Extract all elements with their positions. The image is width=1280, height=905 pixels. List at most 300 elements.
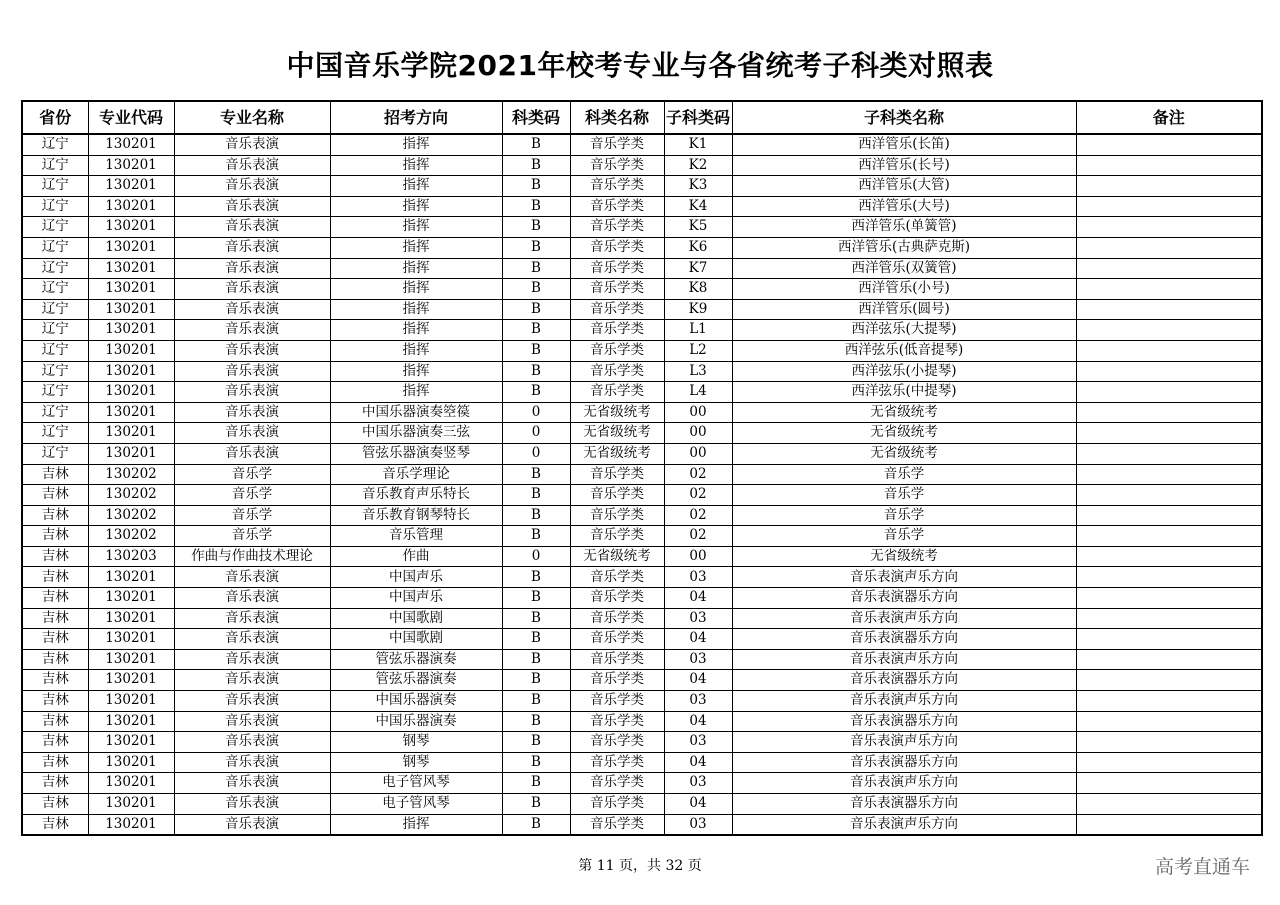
header-notes: 备注 [1076, 101, 1262, 134]
notes-cell [1076, 670, 1262, 691]
subcategory-code-cell: 04 [664, 588, 732, 609]
province-cell: 辽宁 [22, 155, 88, 176]
notes-cell [1076, 711, 1262, 732]
category-name-cell: 无省级统考 [570, 402, 664, 423]
subcategory-name-cell: 音乐表演声乐方向 [732, 608, 1076, 629]
major-name-cell: 音乐表演 [174, 649, 330, 670]
major-code-cell: 130201 [88, 629, 174, 650]
direction-cell: 指挥 [330, 361, 502, 382]
category-code-cell: B [502, 711, 570, 732]
category-code-cell: B [502, 691, 570, 712]
subcategory-name-cell: 西洋弦乐(低音提琴) [732, 340, 1076, 361]
table-row [22, 794, 1262, 815]
table-row [22, 423, 1262, 444]
page-number: 第 11 页，共 32 页 [578, 858, 702, 874]
province-cell: 辽宁 [22, 423, 88, 444]
category-code-cell: 0 [502, 443, 570, 464]
category-code-cell: B [502, 320, 570, 341]
category-name-cell: 音乐学类 [570, 217, 664, 238]
category-code-cell: B [502, 464, 570, 485]
table-row [22, 526, 1262, 547]
table-row [22, 320, 1262, 341]
province-cell: 吉林 [22, 670, 88, 691]
table-row [22, 258, 1262, 279]
major-name-cell: 音乐表演 [174, 196, 330, 217]
table-row [22, 711, 1262, 732]
table-row [22, 196, 1262, 217]
subcategory-name-cell: 西洋管乐(单簧管) [732, 217, 1076, 238]
category-name-cell: 音乐学类 [570, 588, 664, 609]
major-name-cell: 音乐表演 [174, 279, 330, 300]
category-code-cell: B [502, 258, 570, 279]
subcategory-code-cell: K4 [664, 196, 732, 217]
major-code-cell: 130201 [88, 752, 174, 773]
notes-cell [1076, 732, 1262, 753]
major-name-cell: 音乐表演 [174, 361, 330, 382]
category-name-cell: 音乐学类 [570, 773, 664, 794]
major-name-cell: 音乐学 [174, 505, 330, 526]
category-code-cell: B [502, 340, 570, 361]
province-cell: 吉林 [22, 505, 88, 526]
direction-cell: 管弦乐器演奏竖琴 [330, 443, 502, 464]
table-row [22, 279, 1262, 300]
notes-cell [1076, 382, 1262, 403]
major-name-cell: 音乐表演 [174, 752, 330, 773]
subcategory-name-cell: 西洋管乐(长笛) [732, 134, 1076, 155]
table-row [22, 361, 1262, 382]
notes-cell [1076, 546, 1262, 567]
table-row [22, 134, 1262, 155]
subcategory-code-cell: 02 [664, 485, 732, 506]
direction-cell: 中国歌剧 [330, 608, 502, 629]
major-code-cell: 130201 [88, 732, 174, 753]
category-code-cell: B [502, 526, 570, 547]
major-code-cell: 130201 [88, 567, 174, 588]
subcategory-code-cell: K7 [664, 258, 732, 279]
province-cell: 辽宁 [22, 320, 88, 341]
major-name-cell: 音乐学 [174, 464, 330, 485]
direction-cell: 指挥 [330, 196, 502, 217]
province-cell: 辽宁 [22, 217, 88, 238]
subcategory-name-cell: 音乐表演声乐方向 [732, 814, 1076, 835]
category-code-cell: 0 [502, 423, 570, 444]
category-name-cell: 音乐学类 [570, 691, 664, 712]
subcategory-code-cell: 04 [664, 711, 732, 732]
category-code-cell: B [502, 485, 570, 506]
notes-cell [1076, 608, 1262, 629]
notes-cell [1076, 691, 1262, 712]
subcategory-name-cell: 西洋管乐(小号) [732, 279, 1076, 300]
category-code-cell: B [502, 629, 570, 650]
subcategory-name-cell: 音乐表演器乐方向 [732, 629, 1076, 650]
subcategory-code-cell: 03 [664, 608, 732, 629]
subcategory-name-cell: 无省级统考 [732, 402, 1076, 423]
subcategory-code-cell: K2 [664, 155, 732, 176]
direction-cell: 指挥 [330, 217, 502, 238]
subcategory-code-cell: K9 [664, 299, 732, 320]
major-code-cell: 130201 [88, 176, 174, 197]
major-name-cell: 音乐表演 [174, 670, 330, 691]
major-code-cell: 130201 [88, 402, 174, 423]
province-cell: 辽宁 [22, 258, 88, 279]
province-cell: 辽宁 [22, 402, 88, 423]
major-code-cell: 130202 [88, 526, 174, 547]
province-cell: 吉林 [22, 567, 88, 588]
category-name-cell: 音乐学类 [570, 237, 664, 258]
subcategory-name-cell: 音乐表演器乐方向 [732, 588, 1076, 609]
direction-cell: 音乐学理论 [330, 464, 502, 485]
major-code-cell: 130201 [88, 814, 174, 835]
table-row [22, 732, 1262, 753]
province-cell: 吉林 [22, 752, 88, 773]
category-name-cell: 音乐学类 [570, 629, 664, 650]
subcategory-code-cell: 00 [664, 423, 732, 444]
major-name-cell: 音乐表演 [174, 176, 330, 197]
direction-cell: 指挥 [330, 237, 502, 258]
major-name-cell: 音乐表演 [174, 320, 330, 341]
major-name-cell: 作曲与作曲技术理论 [174, 546, 330, 567]
province-cell: 吉林 [22, 814, 88, 835]
subcategory-name-cell: 音乐表演器乐方向 [732, 794, 1076, 815]
header-major-name: 专业名称 [174, 101, 330, 134]
table-row [22, 629, 1262, 650]
category-name-cell: 音乐学类 [570, 732, 664, 753]
category-code-cell: B [502, 752, 570, 773]
direction-cell: 指挥 [330, 814, 502, 835]
notes-cell [1076, 258, 1262, 279]
notes-cell [1076, 176, 1262, 197]
subcategory-name-cell: 音乐表演声乐方向 [732, 691, 1076, 712]
subcategory-name-cell: 西洋管乐(长号) [732, 155, 1076, 176]
category-name-cell: 音乐学类 [570, 711, 664, 732]
subcategory-code-cell: 04 [664, 629, 732, 650]
table-header-row [22, 101, 1262, 134]
subcategory-name-cell: 音乐学 [732, 485, 1076, 506]
direction-cell: 钢琴 [330, 732, 502, 753]
subcategory-code-cell: 04 [664, 670, 732, 691]
subcategory-code-cell: 04 [664, 752, 732, 773]
notes-cell [1076, 340, 1262, 361]
direction-cell: 音乐教育声乐特长 [330, 485, 502, 506]
header-subcategory-name: 子科类名称 [732, 101, 1076, 134]
subcategory-name-cell: 西洋弦乐(小提琴) [732, 361, 1076, 382]
major-code-cell: 130201 [88, 773, 174, 794]
major-code-cell: 130201 [88, 155, 174, 176]
major-code-cell: 130201 [88, 258, 174, 279]
table-row [22, 649, 1262, 670]
major-name-cell: 音乐表演 [174, 299, 330, 320]
direction-cell: 指挥 [330, 258, 502, 279]
notes-cell [1076, 649, 1262, 670]
table-row [22, 546, 1262, 567]
major-name-cell: 音乐表演 [174, 382, 330, 403]
direction-cell: 中国声乐 [330, 588, 502, 609]
category-name-cell: 音乐学类 [570, 567, 664, 588]
subcategory-name-cell: 西洋管乐(大管) [732, 176, 1076, 197]
table-row [22, 608, 1262, 629]
major-name-cell: 音乐表演 [174, 773, 330, 794]
notes-cell [1076, 402, 1262, 423]
category-name-cell: 音乐学类 [570, 526, 664, 547]
direction-cell: 指挥 [330, 320, 502, 341]
subcategory-code-cell: 03 [664, 814, 732, 835]
major-name-cell: 音乐表演 [174, 237, 330, 258]
province-cell: 吉林 [22, 732, 88, 753]
notes-cell [1076, 423, 1262, 444]
direction-cell: 指挥 [330, 279, 502, 300]
category-name-cell: 无省级统考 [570, 423, 664, 444]
table-row [22, 588, 1262, 609]
province-cell: 辽宁 [22, 134, 88, 155]
category-name-cell: 无省级统考 [570, 443, 664, 464]
category-name-cell: 音乐学类 [570, 279, 664, 300]
notes-cell [1076, 752, 1262, 773]
table-row [22, 691, 1262, 712]
header-subcategory-code: 子科类码 [664, 101, 732, 134]
direction-cell: 指挥 [330, 155, 502, 176]
category-code-cell: B [502, 567, 570, 588]
subcategory-code-cell: K8 [664, 279, 732, 300]
notes-cell [1076, 237, 1262, 258]
direction-cell: 钢琴 [330, 752, 502, 773]
province-cell: 辽宁 [22, 382, 88, 403]
table-row [22, 443, 1262, 464]
direction-cell: 中国乐器演奏 [330, 691, 502, 712]
province-cell: 辽宁 [22, 176, 88, 197]
direction-cell: 中国乐器演奏三弦 [330, 423, 502, 444]
direction-cell: 指挥 [330, 382, 502, 403]
table-row [22, 773, 1262, 794]
province-cell: 辽宁 [22, 237, 88, 258]
province-cell: 吉林 [22, 588, 88, 609]
province-cell: 吉林 [22, 794, 88, 815]
notes-cell [1076, 196, 1262, 217]
subcategory-code-cell: L2 [664, 340, 732, 361]
subcategory-code-cell: 00 [664, 402, 732, 423]
major-name-cell: 音乐表演 [174, 217, 330, 238]
direction-cell: 电子管风琴 [330, 794, 502, 815]
province-cell: 吉林 [22, 526, 88, 547]
subcategory-name-cell: 音乐学 [732, 464, 1076, 485]
province-cell: 辽宁 [22, 196, 88, 217]
major-code-cell: 130201 [88, 423, 174, 444]
direction-cell: 中国声乐 [330, 567, 502, 588]
category-name-cell: 音乐学类 [570, 299, 664, 320]
comparison-table [21, 100, 1263, 836]
table-row [22, 340, 1262, 361]
category-code-cell: B [502, 155, 570, 176]
category-name-cell: 音乐学类 [570, 176, 664, 197]
major-code-cell: 130201 [88, 608, 174, 629]
province-cell: 吉林 [22, 711, 88, 732]
province-cell: 吉林 [22, 485, 88, 506]
subcategory-code-cell: K5 [664, 217, 732, 238]
category-code-cell: B [502, 794, 570, 815]
major-code-cell: 130201 [88, 196, 174, 217]
province-cell: 吉林 [22, 546, 88, 567]
category-name-cell: 音乐学类 [570, 608, 664, 629]
subcategory-name-cell: 音乐学 [732, 505, 1076, 526]
notes-cell [1076, 773, 1262, 794]
notes-cell [1076, 155, 1262, 176]
notes-cell [1076, 217, 1262, 238]
notes-cell [1076, 464, 1262, 485]
major-code-cell: 130201 [88, 670, 174, 691]
direction-cell: 指挥 [330, 299, 502, 320]
province-cell: 吉林 [22, 649, 88, 670]
major-name-cell: 音乐表演 [174, 567, 330, 588]
category-code-cell: 0 [502, 546, 570, 567]
subcategory-name-cell: 音乐表演器乐方向 [732, 752, 1076, 773]
major-code-cell: 130201 [88, 711, 174, 732]
major-name-cell: 音乐表演 [174, 629, 330, 650]
major-code-cell: 130203 [88, 546, 174, 567]
category-name-cell: 音乐学类 [570, 361, 664, 382]
direction-cell: 管弦乐器演奏 [330, 670, 502, 691]
category-name-cell: 音乐学类 [570, 814, 664, 835]
category-name-cell: 音乐学类 [570, 258, 664, 279]
category-code-cell: B [502, 382, 570, 403]
notes-cell [1076, 320, 1262, 341]
category-code-cell: B [502, 649, 570, 670]
header-major-code: 专业代码 [88, 101, 174, 134]
table-row [22, 237, 1262, 258]
table-row [22, 464, 1262, 485]
subcategory-code-cell: L3 [664, 361, 732, 382]
subcategory-name-cell: 西洋弦乐(中提琴) [732, 382, 1076, 403]
subcategory-code-cell: 02 [664, 505, 732, 526]
table-row [22, 814, 1262, 835]
major-code-cell: 130201 [88, 279, 174, 300]
province-cell: 吉林 [22, 608, 88, 629]
province-cell: 辽宁 [22, 361, 88, 382]
table-row [22, 752, 1262, 773]
major-code-cell: 130201 [88, 443, 174, 464]
header-direction: 招考方向 [330, 101, 502, 134]
major-code-cell: 130202 [88, 505, 174, 526]
major-name-cell: 音乐学 [174, 485, 330, 506]
category-name-cell: 音乐学类 [570, 485, 664, 506]
notes-cell [1076, 629, 1262, 650]
category-code-cell: B [502, 134, 570, 155]
subcategory-code-cell: 04 [664, 794, 732, 815]
category-code-cell: B [502, 299, 570, 320]
category-code-cell: B [502, 505, 570, 526]
notes-cell [1076, 794, 1262, 815]
major-name-cell: 音乐表演 [174, 794, 330, 815]
major-code-cell: 130201 [88, 237, 174, 258]
subcategory-name-cell: 西洋管乐(圆号) [732, 299, 1076, 320]
province-cell: 吉林 [22, 464, 88, 485]
major-name-cell: 音乐表演 [174, 691, 330, 712]
major-code-cell: 130201 [88, 382, 174, 403]
major-code-cell: 130201 [88, 134, 174, 155]
major-code-cell: 130201 [88, 649, 174, 670]
direction-cell: 指挥 [330, 340, 502, 361]
category-code-cell: B [502, 361, 570, 382]
major-name-cell: 音乐学 [174, 526, 330, 547]
subcategory-code-cell: 03 [664, 691, 732, 712]
table-row [22, 155, 1262, 176]
direction-cell: 指挥 [330, 176, 502, 197]
category-name-cell: 音乐学类 [570, 505, 664, 526]
category-code-cell: B [502, 732, 570, 753]
major-name-cell: 音乐表演 [174, 608, 330, 629]
subcategory-code-cell: 02 [664, 526, 732, 547]
category-name-cell: 音乐学类 [570, 752, 664, 773]
major-code-cell: 130201 [88, 794, 174, 815]
notes-cell [1076, 279, 1262, 300]
notes-cell [1076, 361, 1262, 382]
direction-cell: 音乐教育钢琴特长 [330, 505, 502, 526]
subcategory-name-cell: 音乐表演器乐方向 [732, 670, 1076, 691]
subcategory-name-cell: 无省级统考 [732, 546, 1076, 567]
major-name-cell: 音乐表演 [174, 443, 330, 464]
notes-cell [1076, 443, 1262, 464]
major-name-cell: 音乐表演 [174, 588, 330, 609]
direction-cell: 作曲 [330, 546, 502, 567]
category-code-cell: B [502, 814, 570, 835]
direction-cell: 指挥 [330, 134, 502, 155]
major-name-cell: 音乐表演 [174, 423, 330, 444]
notes-cell [1076, 134, 1262, 155]
subcategory-name-cell: 音乐表演声乐方向 [732, 732, 1076, 753]
category-code-cell: B [502, 588, 570, 609]
direction-cell: 中国乐器演奏箜篌 [330, 402, 502, 423]
subcategory-code-cell: L1 [664, 320, 732, 341]
province-cell: 吉林 [22, 691, 88, 712]
major-name-cell: 音乐表演 [174, 134, 330, 155]
category-name-cell: 音乐学类 [570, 649, 664, 670]
province-cell: 辽宁 [22, 279, 88, 300]
watermark: 高考直通车 [1154, 856, 1250, 878]
category-name-cell: 音乐学类 [570, 196, 664, 217]
subcategory-name-cell: 西洋管乐(古典萨克斯) [732, 237, 1076, 258]
subcategory-code-cell: 00 [664, 443, 732, 464]
table-row [22, 485, 1262, 506]
major-code-cell: 130201 [88, 217, 174, 238]
direction-cell: 电子管风琴 [330, 773, 502, 794]
subcategory-code-cell: 00 [664, 546, 732, 567]
category-name-cell: 音乐学类 [570, 134, 664, 155]
header-category-name: 科类名称 [570, 101, 664, 134]
major-name-cell: 音乐表演 [174, 258, 330, 279]
category-code-cell: B [502, 196, 570, 217]
major-name-cell: 音乐表演 [174, 711, 330, 732]
category-code-cell: B [502, 176, 570, 197]
subcategory-code-cell: 03 [664, 732, 732, 753]
major-name-cell: 音乐表演 [174, 814, 330, 835]
category-code-cell: B [502, 608, 570, 629]
category-name-cell: 音乐学类 [570, 155, 664, 176]
major-code-cell: 130202 [88, 464, 174, 485]
subcategory-code-cell: 03 [664, 773, 732, 794]
direction-cell: 管弦乐器演奏 [330, 649, 502, 670]
subcategory-name-cell: 西洋弦乐(大提琴) [732, 320, 1076, 341]
subcategory-code-cell: 03 [664, 567, 732, 588]
province-cell: 吉林 [22, 629, 88, 650]
major-name-cell: 音乐表演 [174, 340, 330, 361]
subcategory-code-cell: 03 [664, 649, 732, 670]
category-code-cell: B [502, 217, 570, 238]
major-code-cell: 130201 [88, 340, 174, 361]
category-name-cell: 音乐学类 [570, 320, 664, 341]
subcategory-code-cell: 02 [664, 464, 732, 485]
table-row [22, 505, 1262, 526]
notes-cell [1076, 814, 1262, 835]
notes-cell [1076, 485, 1262, 506]
major-name-cell: 音乐表演 [174, 155, 330, 176]
